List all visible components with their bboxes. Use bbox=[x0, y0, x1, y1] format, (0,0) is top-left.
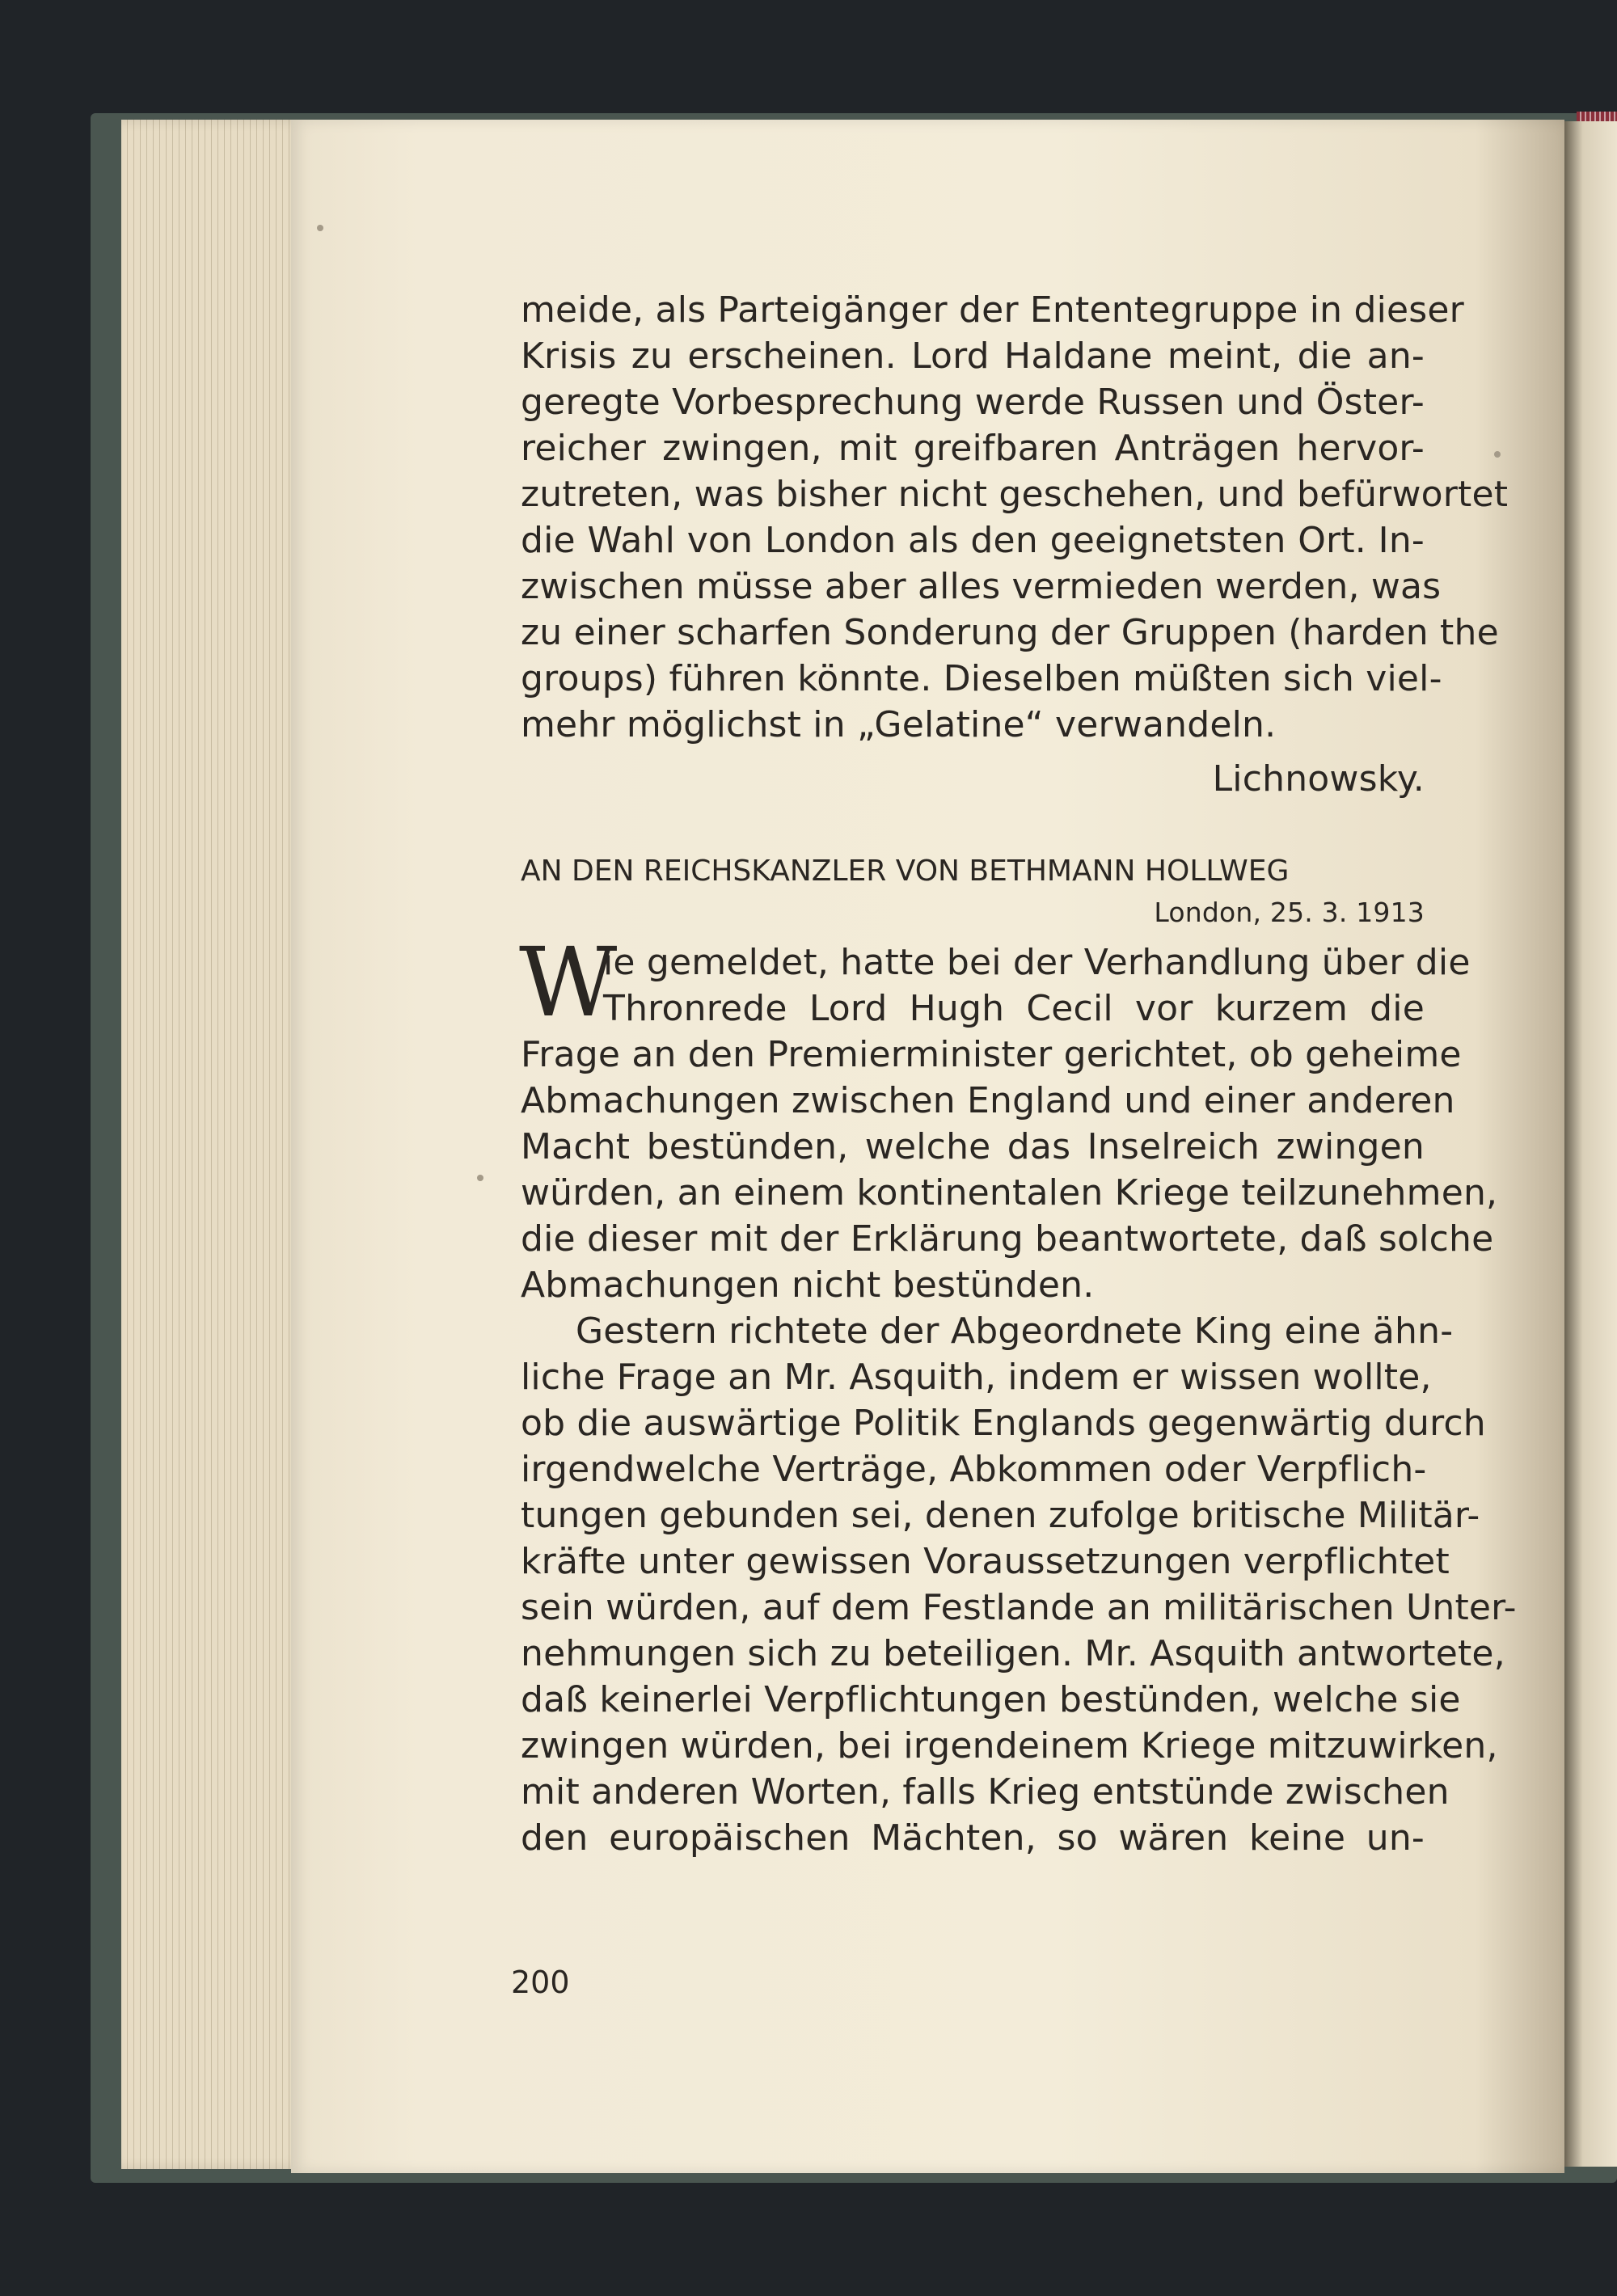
text-line: zwischen müsse aber alles vermieden werden, was bbox=[521, 566, 1442, 607]
text-line: die dieser mit der Erklärung beantwortete, daß solche bbox=[521, 1218, 1494, 1260]
text-line: meide, als Parteigänger der Ententegruppe in dieser bbox=[521, 289, 1464, 331]
text-line: Macht bestünden, welche das Inselreich zwingen bbox=[521, 1126, 1425, 1167]
text-line: würden, an einem kontinentalen Kriege teilzunehmen, bbox=[521, 1172, 1498, 1213]
page-number: 200 bbox=[511, 1965, 570, 2000]
text-line: zwingen würden, bei irgendeinem Kriege mitzuwirken, bbox=[521, 1725, 1498, 1766]
dateline: London, 25. 3. 1913 bbox=[1154, 897, 1425, 928]
paper-speck bbox=[1494, 451, 1501, 458]
page-text bbox=[519, 287, 1517, 1861]
text-line: die Wahl von London als den geeignetsten Ort. In- bbox=[521, 520, 1425, 561]
text-line: tungen gebunden sei, denen zufolge britische Militär- bbox=[521, 1495, 1480, 1536]
text-line: sein würden, auf dem Festlande an militärischen Unter- bbox=[521, 1587, 1517, 1628]
text-line: ie gemeldet, hatte bei der Verhandlung über die bbox=[603, 942, 1471, 983]
text-line: Krisis zu erscheinen. Lord Haldane meint, die an- bbox=[521, 336, 1425, 377]
facing-page-edge bbox=[1564, 121, 1617, 2167]
signature: Lichnowsky. bbox=[1212, 758, 1425, 800]
text-line: den europäischen Mächten, so wären keine un- bbox=[521, 1817, 1425, 1859]
text-line: geregte Vorbesprechung werde Russen und Öster- bbox=[521, 382, 1425, 423]
text-line: Abmachungen nicht bestünden. bbox=[521, 1264, 1095, 1306]
text-line: mehr möglichst in „Gelatine“ verwandeln. bbox=[521, 704, 1277, 745]
text-line: mit anderen Worten, falls Krieg entstünde zwischen bbox=[521, 1771, 1450, 1813]
text-line: daß keinerlei Verpflichtungen bestünden, welche sie bbox=[521, 1679, 1461, 1720]
text-line: liche Frage an Mr. Asquith, indem er wissen wollte, bbox=[521, 1357, 1432, 1398]
paragraph-second bbox=[521, 1308, 1517, 1861]
paper-speck bbox=[477, 1175, 483, 1181]
text-line: zutreten, was bisher nicht geschehen, und befürwortet bbox=[521, 474, 1509, 515]
text-line: Frage an den Premierminister gerichtet, ob geheime bbox=[521, 1034, 1462, 1075]
text-line: Gestern richtete der Abgeordnete King eine ähn- bbox=[576, 1310, 1454, 1352]
paragraph-continued bbox=[521, 287, 1509, 748]
text-line: ob die auswärtige Politik Englands gegenwärtig durch bbox=[521, 1403, 1486, 1444]
letter-paragraph bbox=[519, 926, 1498, 1308]
text-line: Thronrede Lord Hugh Cecil vor kurzem die bbox=[603, 988, 1425, 1029]
drop-cap: W bbox=[519, 926, 618, 1038]
text-line: nehmungen sich zu beteiligen. Mr. Asquith antwortete, bbox=[521, 1633, 1505, 1674]
text-line: kräfte unter gewissen Voraussetzungen verpflichtet bbox=[521, 1541, 1450, 1582]
text-line: zu einer scharfen Sonderung der Gruppen (harden the bbox=[521, 612, 1499, 653]
text-line: groups) führen könnte. Dieselben müßten sich viel- bbox=[521, 658, 1442, 699]
page-stack-edge bbox=[121, 120, 307, 2169]
text-line: Abmachungen zwischen England und einer anderen bbox=[521, 1080, 1455, 1121]
letter-heading: AN DEN REICHSKANZLER VON BETHMANN HOLLWEG bbox=[521, 855, 1290, 888]
text-line: irgendwelche Verträge, Abkommen oder Verpflich- bbox=[521, 1449, 1427, 1490]
text-line: reicher zwingen, mit greifbaren Anträgen hervor- bbox=[521, 428, 1425, 469]
paper-speck bbox=[317, 225, 323, 231]
